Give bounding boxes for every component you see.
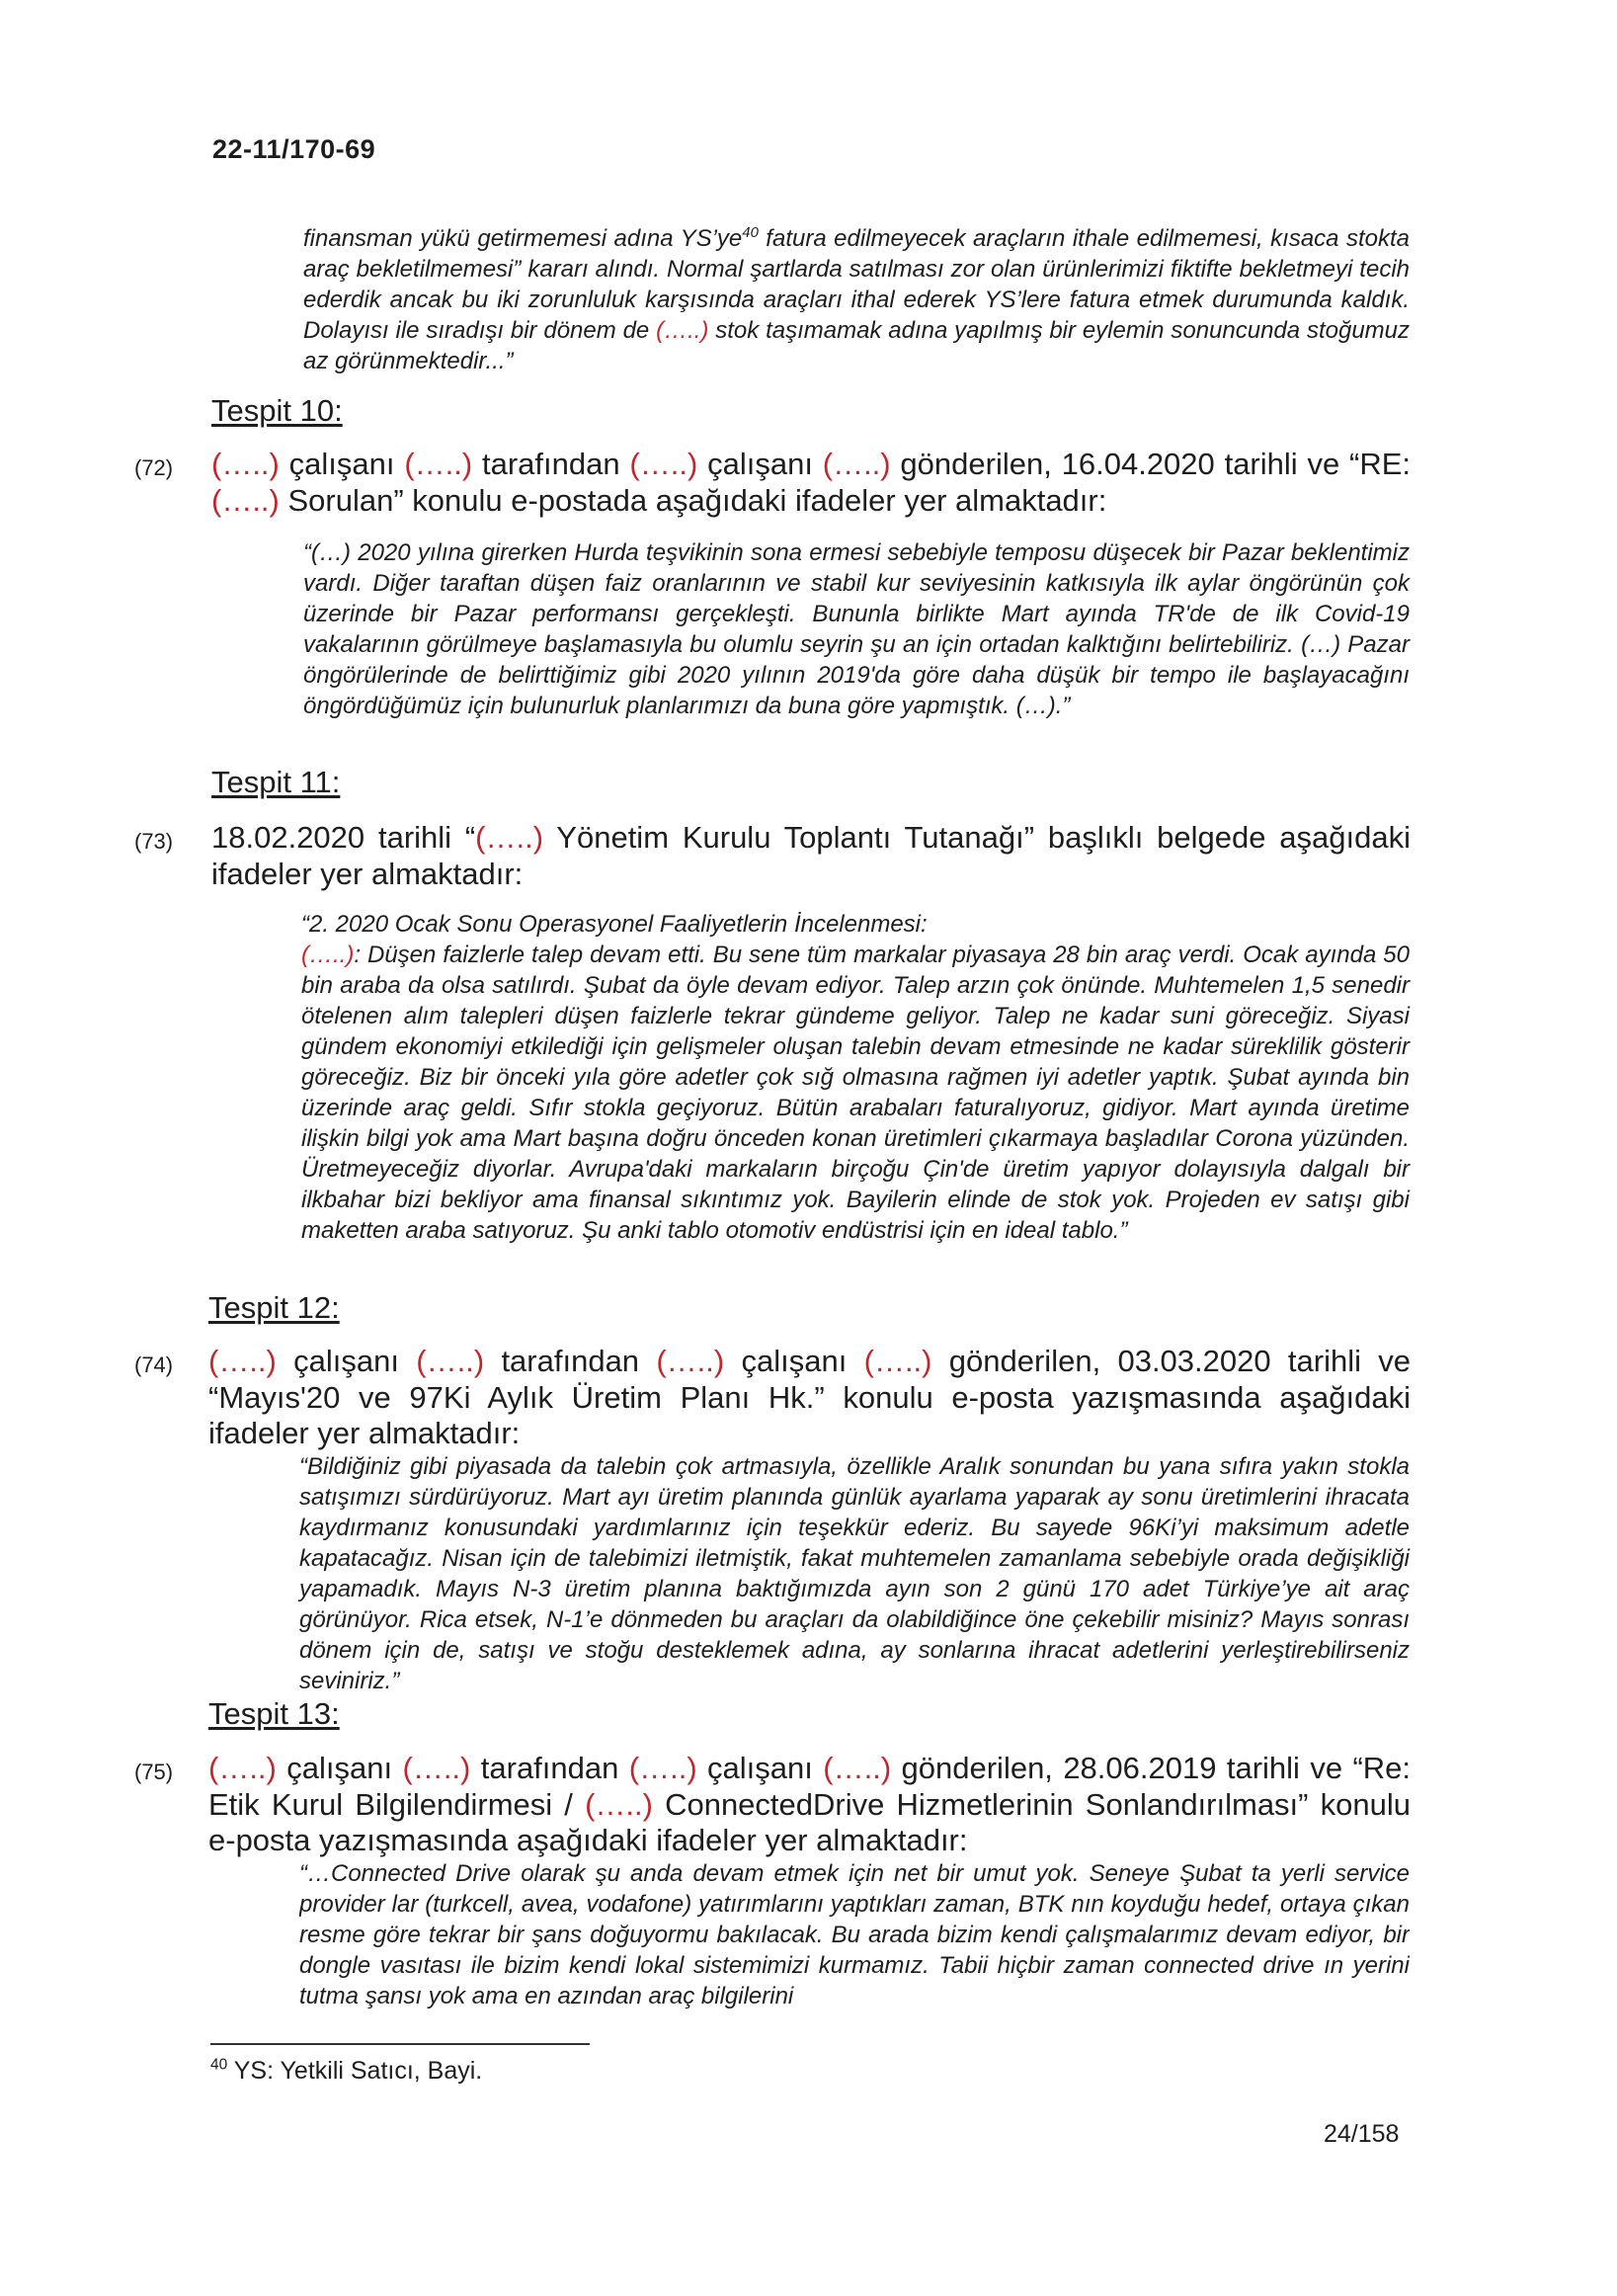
redacted-text: (…..) xyxy=(301,942,355,968)
footnote: $^{40}$ YS: Yetkili Satıcı, Bayi. xyxy=(210,2056,483,2085)
quote-block-74: “Bildiğiniz gibi piyasada da talebin çok artmasıyla, özellikle Aralık sonundan bu yana sıfıra yakın stokla satışımızı sürdürüyoruz. Mart ayı üretim planında günlük ayarlama yaparak ay sonu üretimlerini ihracata kaydırmanız konusundaki yardımlarınız için teşekkür ederiz. Bu sayede 96Ki’yi maksimum adetle kapatacağız. Nisan için de talebimizi iletmiştik, fakat muhtemelen zamanlama sebebiyle orada değişikliği yapamadık. Mayıs N-3 üretim planına baktığımızda ayın son 2 günü 170 adet Türkiye’ye ait araç görünüyor. Rica etsek, N-1’e dönmeden bu araçları da olabildiğince öne çekebilir misiniz? Mayıs sonrası dönem için de, satışı ve stoğu desteklemek adına, ay sonlarına ihracat adetlerini yerleştirebilirseniz seviniriz.” xyxy=(299,1453,1410,1694)
quote-block-72: “(…) 2020 yılına girerken Hurda teşvikinin sona ermesi sebebiyle temposu düşecek bir Pazar beklentimiz vardı. Diğer taraftan düşen faiz oranlarının ve stabil kur seviyesinin katkısıyla ilk aylar öngörünün çok üzerinde bir Pazar performansı gerçekleşti. Bununla birlikte Mart ayında TR'de de ilk Covid-19 vakalarının görülmeye başlamasıyla bu olumlu seyrin şu an için ortadan kalktığını belirtebiliriz. (…) Pazar öngörülerinde de belirttiğimiz gibi 2020 yılının 2019'da göre daha düşük bir tempo ile başlayacağını öngördüğümüz için bulunurluk planlarımızı da buna göre yapmıştık. (…).” xyxy=(303,539,1410,719)
quote-block-75: “…Connected Drive olarak şu anda devam etmek için net bir umut yok. Seneye Şubat ta yerli service provider lar (turkcell, avea, vodafone) yatırımlarını yaptıkları zaman, BTK nın koyduğu hedef, ortaya çıkan resme göre tekrar bir şans doğuyormu bakılacak. Bu arada bizim kendi çalışmalarımız devam ediyor, bir dongle vasıtası ile bizim kendi lokal sistemimizi kurmamız. Tabii hiçbir zaman connected drive ın yerini tutma şansı yok ama en azından araç bilgilerini xyxy=(299,1860,1410,2009)
document-number: 22-11/170-69 xyxy=(212,134,376,164)
redacted-text: (…..) xyxy=(656,317,709,344)
paragraph-75: (…..) çalışanı (…..) tarafından (…..) çalışanı (…..) gönderilen, 28.06.2019 tarihli ve “Re: Etik Kurul Bilgilendirmesi / (…..) ConnectedDrive Hizmetlerinin Sonlandırılması” konulu e-posta yazışmasında aşağıdaki ifadeler yer almaktadır: xyxy=(208,1751,1412,1857)
footnote-separator xyxy=(210,2043,590,2045)
paragraph-73: 18.02.2020 tarihli “(…..) Yönetim Kurulu Toplantı Tutanağı” başlıklı belgede aşağıdaki ifadeler yer almaktadır: xyxy=(211,820,1411,891)
paragraph-74: (…..) çalışanı (…..) tarafından (…..) çalışanı (…..) gönderilen, 03.03.2020 tarihli ve “Mayıs'20 ve 97Ki Aylık Üretim Planı Hk.” konulu e-posta yazışmasında aşağıdaki ifadeler yer almaktadır: xyxy=(208,1344,1411,1450)
paragraph-number: (74) xyxy=(134,1353,174,1377)
section-heading-tespit-13: Tespit 13: xyxy=(208,1696,340,1731)
paragraph-number: (75) xyxy=(134,1760,174,1784)
footnote-reference: 40 xyxy=(742,225,759,241)
paragraph-number: (73) xyxy=(134,829,174,854)
section-heading-tespit-10: Tespit 10: xyxy=(211,393,343,428)
paragraph-72: (…..) çalışanı (…..) tarafından (…..) çalışanı (…..) gönderilen, 16.04.2020 tarihli ve “RE: (…..) Sorulan” konulu e-postada aşağıdaki ifadeler yer almaktadır: xyxy=(211,447,1412,518)
quote-block-73: “2. 2020 Ocak Sonu Operasyonel Faaliyetlerin İncelenmesi: (…..): Düşen faizlerle talep devam etti. Bu sene tüm markalar piyasaya 28 bin araç verdi. Ocak ayında 50 bin araba da olsa satılırdı. Şubat da öyle devam ediyor. Talep arzın çok önünde. Muhtemelen 1,5 senedir ötelenen alım talepleri düşen faizlerle tekrar gündeme geliyor. Talep ne kadar suni göreceğiz. Siyasi gündem ekonomiyi etkilediği için gelişmeler oluşan talebin devam etmesinde ne kadar süreklilik gösterir göreceğiz. Biz bir önceki yıla göre adetler çok sığ olmasına rağmen iyi adetler yaptık. Şubat ayında bin üzerinde araç geldi. Sıfır stokla geçiyoruz. Bütün arabaları faturalıyoruz, gidiyor. Mart ayında üretime ilişkin bilgi yok ama Mart başına doğru önceden konan üretimleri çıkarmaya başladılar Corona yüzünden. Üretmeyeceğiz diyorlar. Avrupa'daki markaların birçoğu Çin'de üretim yapıyor dolayısıyla dalgalı bir ilkbahar bizi bekliyor ama finansal sıkıntımız yok. Bayilerin elinde de stok yok. Projeden ev satışı gibi maketten araba satıyoruz. Şu anki tablo otomotiv endüstrisi için en ideal tablo.” xyxy=(301,911,1410,1244)
section-heading-tespit-12: Tespit 12: xyxy=(208,1290,340,1325)
quote-block-continued: finansman yükü getirmemesi adına $YS’ye^{40}$ fatura edilmeyecek araçların ithale edilmemesi, kısaca stokta araç bekletilmemesi” kararı alındı. Normal şartlarda satılması zor olan ürünlerimizi fiktifte bekletmeyi tecih ederdik ancak bu iki zorunluluk karşısında araçları ithal ederek YS’lere fatura etmek durumunda kaldık. Dolayısı ile sıradışı bir dönem de (…..) stok taşımamak adına yapılmış bir eylemin sonuncunda stoğumuz az görünmektedir...” xyxy=(303,225,1411,374)
page-number: 24/158 xyxy=(1324,2120,1400,2148)
section-heading-tespit-11: Tespit 11: xyxy=(211,765,341,799)
paragraph-number: (72) xyxy=(134,455,174,480)
